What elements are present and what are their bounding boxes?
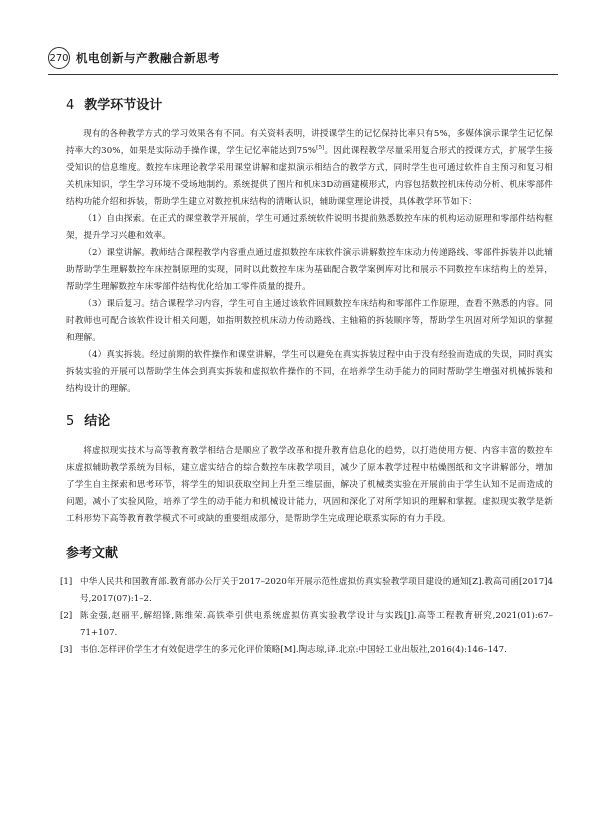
reference-list (60, 574, 553, 659)
reference-label: [1] (60, 577, 73, 587)
reference-item (60, 608, 553, 642)
section-heading (66, 412, 553, 432)
header-rule (48, 74, 558, 75)
section-title: 结论 (84, 414, 111, 429)
paragraph: （1）自由探索。在正式的课堂教学开展前，学生可通过系统软件说明书提前熟悉数控车床的机构运动原理和零部件结构框架，提升学习兴趣和效率。 (66, 214, 553, 241)
paragraph: （4）真实拆装。经过前期的软件操作和课堂讲解，学生可以避免在真实拆装过程中由于没有经验而造成的失误，同时真实拆装实验的开展可以帮助学生体会到真实拆装和虚拟软件操作的不同，在培养学生动手能力的同时帮助学生增强对机械拆装和结构设计的理解。 (66, 350, 553, 394)
reference-item (60, 642, 553, 659)
references-title: 参考文献 (66, 546, 119, 561)
paragraph: （3）课后复习。结合课程学习内容，学生可自主通过该软件回顾数控车床结构和零部件工作原理，查看不熟悉的内容。同时教师也可配合该软件设计相关问题，如指明数控机床动力传动路线、主轴箱的拆装顺序等，帮助学生巩固对所学知识的掌握和理解。 (66, 299, 553, 343)
paragraph: （2）课堂讲解。教师结合课程教学内容重点通过虚拟数控车床软件演示讲解数控车床动力传递路线、零部件拆装并以此辅助帮助学生理解数控车床控制原理的实现，同时以此数控车床为基础配合教学案例库对比和展示不同数控车床结构上的差异，帮助学生理解数控车床零部件结构优化给加工零件质量的提升。 (66, 248, 553, 292)
reference-label: [3] (60, 645, 73, 655)
reference-label: [2] (60, 611, 73, 621)
reference-text: 中华人民共和国教育部.教育部办公厅关于2017–2020年开展示范性虚拟仿真实验教学项目建设的通知[Z].教高司函[2017]4号,2017(07):1–2. (80, 577, 553, 604)
paragraph: 将虚拟现实技术与高等教育教学相结合是顺应了教学改革和提升教育信息化的趋势，以打造使用方便、内容丰富的数控车床虚拟辅助教学系统为目标，建立虚实结合的综合数控车床教学项目，减少了原本教学过程中枯燥图纸和文字讲解部分，增加了学生自主探索和思考环节，将学生的知识获取空间上升至三维层面，解决了机械类实验在开展前由于学生认知不足而造成的问题，减小了实验风险，培养了学生的动手能力和机械设计能力，巩固和深化了对所学知识的理解和掌握。虚拟现实教学是新工科形势下高等教育教学模式不可或缺的重要组成部分，是帮助学生完成理论联系实际的有力手段。 (66, 446, 553, 524)
page-number: 270 (48, 47, 70, 69)
section-number: 5 (66, 414, 75, 429)
section-conclusion (66, 412, 553, 528)
section-heading (66, 96, 553, 116)
section-number: 4 (66, 98, 75, 113)
section-teaching-design (66, 96, 553, 398)
paragraph (66, 126, 553, 211)
page-body (60, 96, 553, 659)
section-title: 教学环节设计 (84, 98, 163, 113)
references (60, 544, 553, 659)
running-title: 机电创新与产教融合新思考 (76, 51, 220, 65)
paragraph-text: 。因此课程教学尽量采用复合形式的授课方式，扩展学生接受知识的信息维度。数控车床理论教学采用课堂讲解和虚拟演示相结合的教学方式，同时学生也可通过软件自主预习和复习相关机床知识，学生学习环境不受场地制约。系统提供了图片和机床3D动画建模形式，内容包括数控机床传动分析、机床零部件结构功能介绍和拆装，帮助学生建立对数控机床结构的清晰认识，辅助课堂理论讲授，具体教学环节如下： (66, 146, 553, 207)
reference-text: 陈金强,赵丽平,解绍锋,陈维荣.高铁牵引供电系统虚拟仿真实验教学设计与实践[J].高等工程教育研究,2021(01):67–71+107. (80, 611, 553, 638)
citation: [5] (316, 145, 325, 152)
paragraph-text: 现有的各种教学方式的学习效果各有不同。有关资料表明，讲授课学生的记忆保持比率只有5%，多媒体演示课学生记忆保持率大约30%，如果是实际动手操作课，学生记忆率能达到75% (66, 129, 553, 156)
reference-text: 韦伯.怎样评价学生才有效促进学生的多元化评价策略[M].陶志琼,译.北京:中国轻工业出版社,2016(4):146–147. (80, 645, 507, 655)
reference-item (60, 574, 553, 608)
running-header (48, 46, 558, 70)
